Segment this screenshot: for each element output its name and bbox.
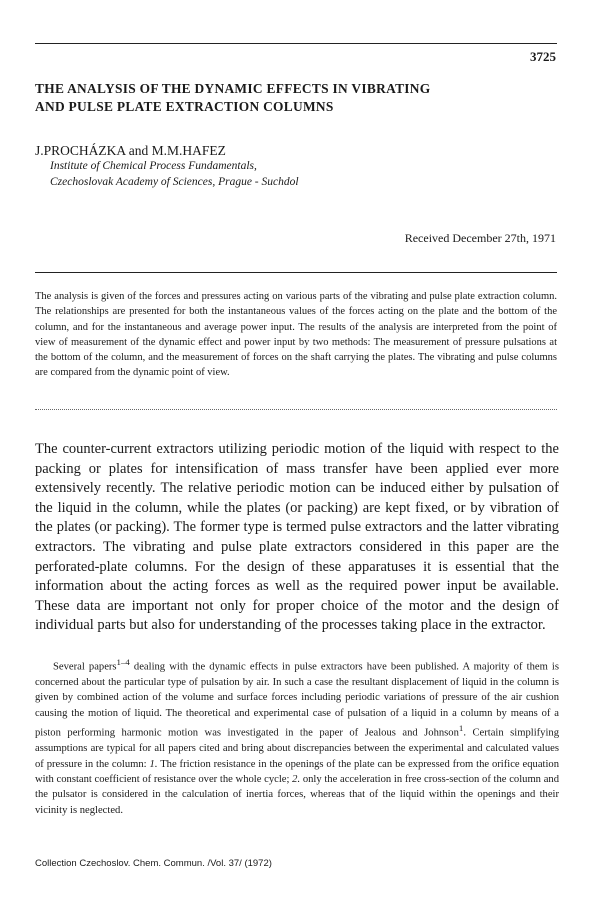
header-rule [35, 43, 557, 44]
list-number-2: 2. [292, 773, 301, 785]
authors: J.PROCHÁZKA and M.M.HAFEZ [35, 143, 226, 158]
body-item-1: The friction resistance in the openings of the plate can be expressed from the orifice equation with constant coefficient of resistance over the whole cycle; [35, 758, 559, 785]
received-date: Received December 27th, 1971 [404, 231, 556, 245]
affiliation [50, 158, 299, 190]
list-number-1: 1. [149, 758, 158, 770]
intro-paragraph: The counter-current extractors utilizing periodic motion of the liquid with respect to the packing or plates for intensification of mass transfer have been applied ever more extensively recently. The relative periodic motion can be induced either by pulsation of the liquid in the column, while the plates (or packing) are kept fixed, or by vibration of the plates (or packing). The former type is termed pulse extractors and the latter vibrating extractors. The vibrating and pulse plate extractors considered in this paper are the perforated-plate columns. For the design of these apparatuses it is essential that the information about the acting forces as well as the required power input be available. These data are important not only for proper choice of the motor and the design of individual parts but also for understanding of the processes taking place in the extractor. [35, 441, 559, 634]
abstract-bottom-rule [35, 409, 557, 410]
affiliation-line-1: Institute of Chemical Process Fundamentals, [50, 160, 257, 172]
abstract: The analysis is given of the forces and pressures acting on various parts of the vibrating and pulse plate extraction column. The relationships are presented for both the instantaneous values of the forces acting on the plate and the bottom of the column, and for the instantaneous and average power input. The results of the analysis are interpreted from the point of view of measurement of the dynamic effect and power input by two methods: The measurement of pressure pulsations at the bottom of the column, and the measurement of forces on the shaft carrying the plates. The vibrating and pulse columns are compared from the dynamic point of view. [35, 291, 557, 379]
citation-1: 1 [458, 723, 464, 734]
body-text-2: dealing with the dynamic effects in pulse extractors have been published. A majority of them is concerned about the particular type of pulsation by air. In such a case the resultant displacement of liquid in the column is given by combined action of the volume and surface forces including periodic variations of pressure of the air cushion causing the motion of liquid. The theoretical and experimental case of pulsation of a liquid in a column by means of a piston performing harmonic motion was investigated in the paper of Jealous and Johnson [35, 661, 560, 739]
citation-1-4: 1–4 [116, 657, 130, 667]
body-text-3: . Certain simplifying assumptions are typical for all papers cited and bring about discrepancies between the experimental and calculated values of pressure in the column: [35, 727, 559, 770]
article-title [35, 80, 555, 116]
page-number: 3725 [530, 49, 556, 64]
body-text-1: Several papers [53, 661, 117, 673]
journal-footer: Collection Czechoslov. Chem. Commun. /Vol. 37/ (1972) [35, 858, 272, 869]
title-line-1: THE ANALYSIS OF THE DYNAMIC EFFECTS IN VIBRATING [35, 81, 431, 96]
body-paragraph [35, 655, 559, 818]
body-item-2: only the acceleration in free cross-section of the column and the pulsator is considered in the calculation of inertia forces, whereas that of the liquid within the openings and their vicinity is neglected. [35, 773, 559, 816]
title-line-2: AND PULSE PLATE EXTRACTION COLUMNS [35, 99, 334, 114]
affiliation-line-2: Czechoslovak Academy of Sciences, Prague - Suchdol [50, 176, 299, 188]
abstract-top-rule [35, 272, 557, 273]
